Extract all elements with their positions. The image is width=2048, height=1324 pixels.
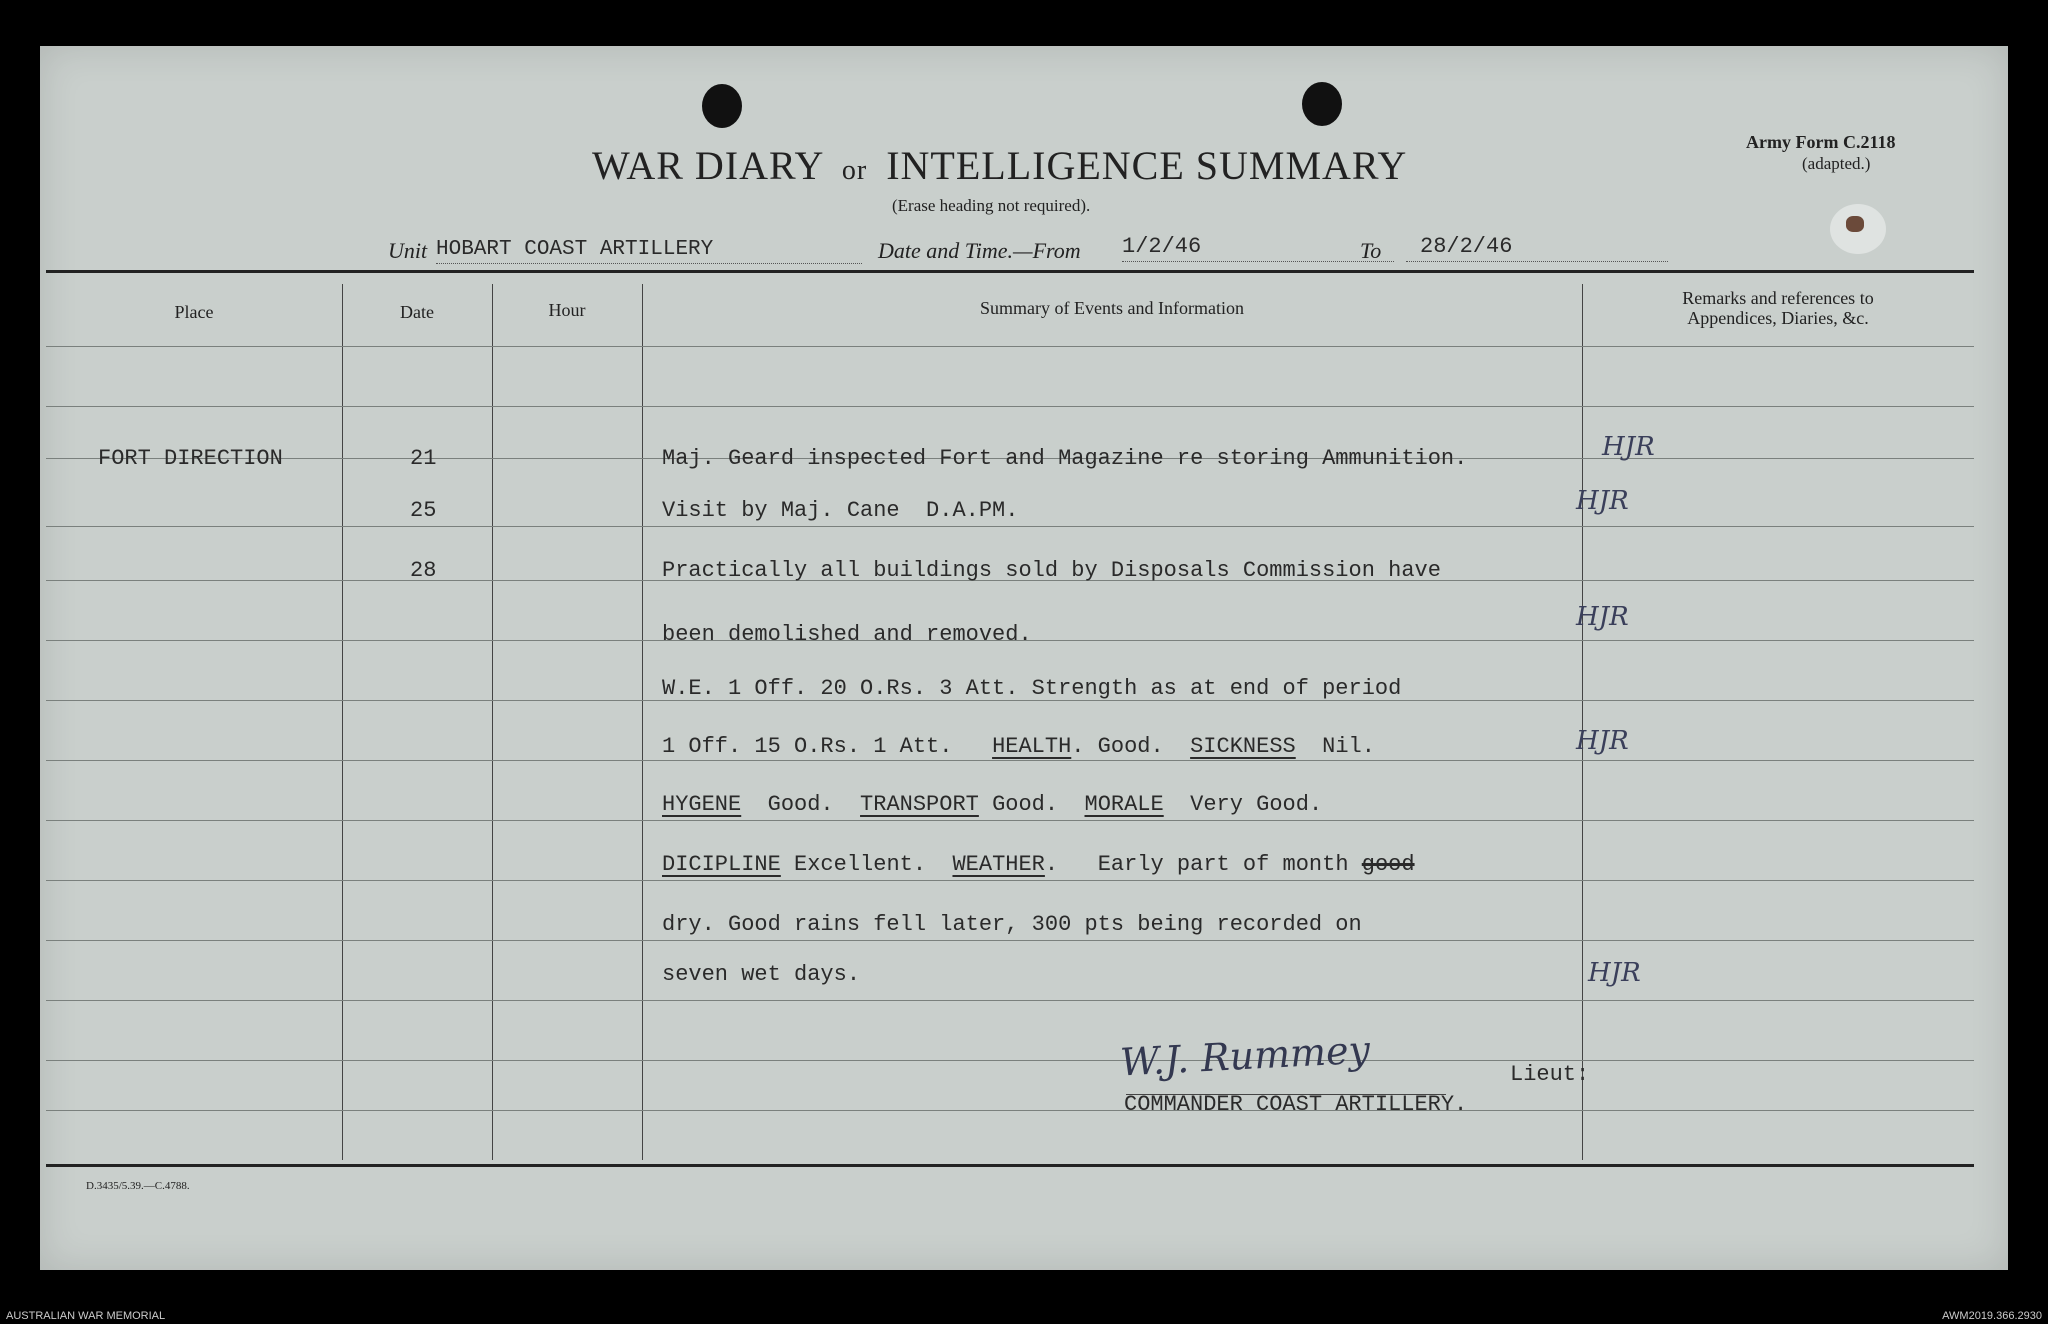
document-page <box>40 46 2008 1270</box>
summary-line-10: seven wet days. <box>662 962 861 987</box>
adapted-note: (adapted.) <box>1802 154 1871 173</box>
entry-date-28: 28 <box>410 558 437 583</box>
summary-line-8 <box>662 852 1415 877</box>
entry-date-25: 25 <box>410 498 437 523</box>
dicipline-label: DICIPLINE <box>662 852 781 877</box>
summary-line-1: Maj. Geard inspected Fort and Magazine re storing Ammunition. <box>662 446 1468 471</box>
summary-line-7 <box>662 792 1322 817</box>
unit-value: HOBART COAST ARTILLERY <box>436 238 714 261</box>
date-from-value: 1/2/46 <box>1122 234 1202 259</box>
strength-text: 1 Off. 15 O.Rs. 1 Att. <box>662 734 953 759</box>
punch-hole-right <box>1302 82 1342 126</box>
signature-rank: Lieut: <box>1510 1062 1590 1087</box>
col-divider-summary <box>1582 284 1583 1160</box>
entry-date-21: 21 <box>410 446 437 471</box>
title-or: or <box>841 155 868 186</box>
sickness-value: Nil. <box>1322 734 1375 759</box>
sickness-label: SICKNESS <box>1190 734 1296 759</box>
header-date: Date <box>400 302 434 322</box>
health-value: . Good. <box>1071 734 1164 759</box>
header-hour: Hour <box>548 300 586 320</box>
date-to-value: 28/2/46 <box>1420 234 1513 259</box>
date-from-label: Date and Time.—From <box>878 238 1081 263</box>
weather-value: . Early part of month <box>1044 852 1349 877</box>
signature-title: COMMANDER COAST ARTILLERY. <box>1124 1092 1468 1117</box>
table-bottom-rule <box>46 1164 1974 1167</box>
summary-line-3: Practically all buildings sold by Disposals Commission have <box>662 558 1441 583</box>
unit-label: Unit <box>388 238 428 263</box>
title-intelligence-summary: INTELLIGENCE SUMMARY <box>886 143 1408 188</box>
title-war-diary: WAR DIARY <box>592 143 823 188</box>
initials-remark-3: HJR <box>1576 602 1629 632</box>
summary-line-9: dry. Good rains fell later, 300 pts being recorded on <box>662 912 1362 937</box>
summary-line-5: W.E. 1 Off. 20 O.Rs. 3 Att. Strength as at end of period <box>662 676 1402 701</box>
header-place: Place <box>174 302 214 322</box>
weather-label: WEATHER <box>952 852 1045 877</box>
health-label: HEALTH <box>992 734 1072 759</box>
transport-value: Good. <box>992 792 1059 817</box>
footer-accession: AWM2019.366.2930 <box>1942 1310 2042 1322</box>
initials-remark-5: HJR <box>1588 958 1641 988</box>
header-summary: Summary of Events and Information <box>980 298 1244 318</box>
army-form-number: Army Form C.2118 <box>1746 132 1896 152</box>
initials-remark-2: HJR <box>1576 486 1629 516</box>
hygene-label: HYGENE <box>662 792 742 817</box>
col-divider-date <box>492 284 493 1160</box>
punch-hole-left <box>702 84 742 128</box>
morale-label: MORALE <box>1084 792 1164 817</box>
date-to-label: To <box>1360 238 1382 263</box>
initials-remark-1: HJR <box>1602 432 1655 462</box>
hygene-value: Good. <box>767 792 834 817</box>
transport-label: TRANSPORT <box>860 792 979 817</box>
footer-institution: AUSTRALIAN WAR MEMORIAL <box>6 1310 166 1322</box>
header-remarks-line2: Appendices, Diaries, &c. <box>1687 308 1869 328</box>
dicipline-value: Excellent. <box>794 852 927 877</box>
initials-remark-4: HJR <box>1576 726 1629 756</box>
morale-value: Very Good. <box>1190 792 1323 817</box>
form-title <box>592 142 1407 189</box>
print-code: D.3435/5.39.—C.4788. <box>86 1180 190 1192</box>
struck-word: good <box>1361 852 1415 877</box>
form-subtitle: (Erase heading not required). <box>892 196 1091 215</box>
header-remarks-line1: Remarks and references to <box>1682 288 1874 308</box>
col-divider-place <box>342 284 343 1160</box>
summary-line-2: Visit by Maj. Cane D.A.PM. <box>662 498 1019 523</box>
summary-line-6 <box>662 734 1375 759</box>
table-top-rule <box>46 270 1974 273</box>
entry-place: FORT DIRECTION <box>98 446 283 471</box>
paper-stain <box>1846 216 1864 232</box>
summary-line-4: been demolished and removed. <box>662 622 1032 647</box>
col-divider-hour <box>642 284 643 1160</box>
signature-handwritten: W.J. Rummey <box>1119 1027 1372 1085</box>
